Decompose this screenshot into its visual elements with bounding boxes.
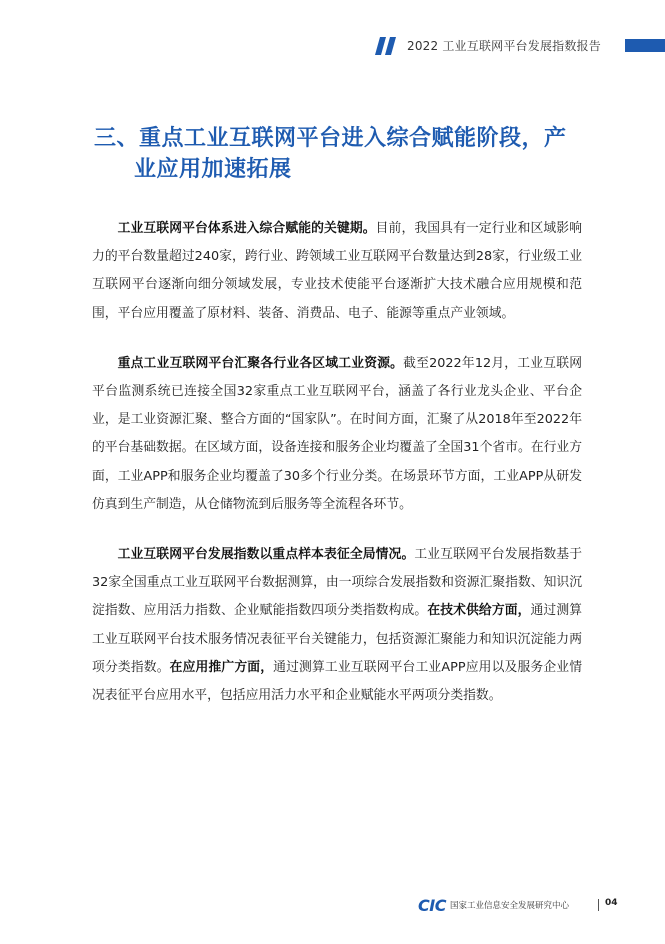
paragraph-2-lead: 重点工业互联网平台汇聚各行业各区域工业资源。 [117, 355, 404, 371]
paragraph-3 [92, 541, 582, 710]
header-accent-bar [625, 39, 665, 52]
paragraph-1-text: 目前，我国具有一定行业和区域影响力的平台数量超过240家，跨行业、跨领域工业互联网平台数量达到28家，行业级工业互联网平台逐渐向细分领域发展，专业技术使能平台逐渐扩大技术融合应用规模和范围，平台应用覆盖了原材料、装备、消费品、电子、能源等重点产业领域。 [92, 221, 583, 321]
footer-divider [598, 899, 599, 911]
page-footer [0, 896, 665, 916]
cic-logo: CIC [418, 896, 446, 915]
paragraph-3-bold3: 在应用推广方面， [169, 659, 274, 675]
body-text [92, 215, 582, 732]
paragraph-2-text: 截至2022年12月，工业互联网平台监测系统已连接全国32家重点工业互联网平台，涵盖了各行业龙头企业、平台企业，是工业资源汇聚、整合方面的“国家队”。在时间方面，汇聚了从2018年至2022年的平台基础数据。在区域方面，设备连接和服务企业均覆盖了全国31个省市。在行业方面，工业APP和服务企业均覆盖了30多个行业分类。在场景环节方面，工业APP从研发仿真到生产制造，从仓储物流到后服务等全流程各环节。 [92, 355, 582, 512]
section-heading-line1: 三、重点工业互联网平台进入综合赋能阶段，产 [94, 126, 567, 151]
paragraph-3-text3: 通过测算工业互联网平台工业APP应用以及服务企业情况表征平台应用水平，包括应用活力水平和企业赋能水平两项分类指数。 [92, 659, 582, 704]
section-heading-line2: 业应用加速拓展 [134, 157, 292, 182]
report-title: 2022 工业互联网平台发展指数报告 [407, 39, 601, 53]
paragraph-3-bold2: 在技术供给方面， [427, 603, 531, 619]
paragraph-2 [92, 350, 582, 519]
page-header [0, 32, 665, 58]
footer-organization: 国家工业信息安全发展研究中心 [450, 901, 570, 911]
section-heading [94, 123, 594, 185]
paragraph-1 [92, 215, 582, 328]
paragraph-1-lead: 工业互联网平台体系进入综合赋能的关键期。 [117, 221, 376, 236]
paragraph-3-text1: 工业互联网平台发展指数基于32家全国重点工业互联网平台数据测算，由一项综合发展指数和资源汇聚指数、知识沉淀指数、应用活力指数、企业赋能指数四项分类指数构成。 [92, 547, 583, 619]
header-slash-icon [375, 37, 401, 55]
paragraph-3-lead: 工业互联网平台发展指数以重点样本表征全局情况。 [117, 547, 415, 563]
page-number: 04 [605, 898, 618, 908]
paragraph-3-text2: 通过测算工业互联网平台技术服务情况表征平台关键能力，包括资源汇聚能力和知识沉淀能力两项分类指数。 [92, 603, 583, 675]
